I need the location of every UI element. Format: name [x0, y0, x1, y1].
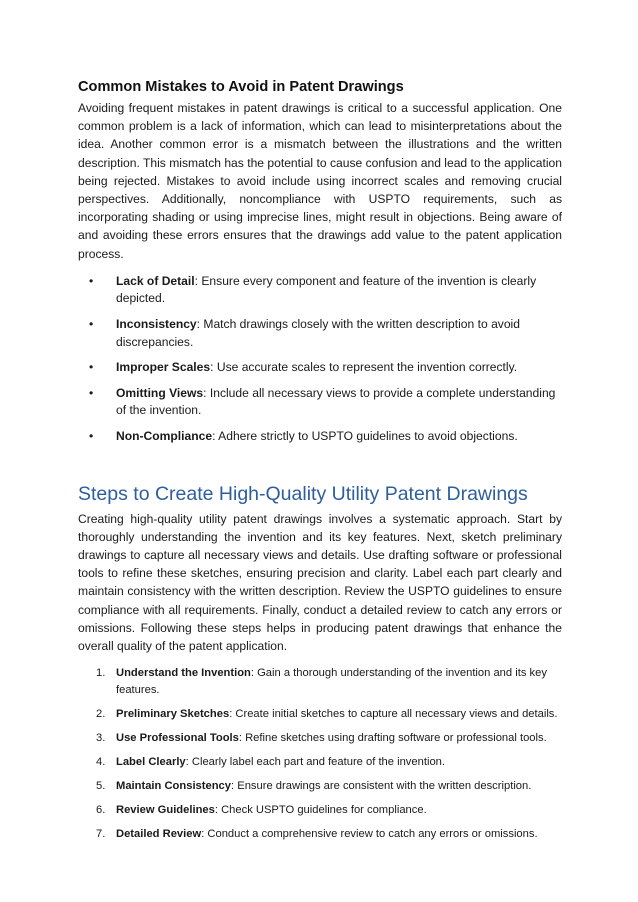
document-page [78, 78, 562, 850]
section-heading-steps: Steps to Create High-Quality Utility Patent Drawings [78, 482, 528, 505]
list-item-term: Improper Scales [116, 360, 211, 375]
list-item-number: 1. [96, 667, 106, 680]
list-item-text: : Gain a thorough understanding of the invention and its key features. [116, 667, 547, 696]
list-item-text: : Ensure every component and feature of the invention is clearly depicted. [116, 273, 537, 306]
list-item-text: : Include all necessary views to provide a complete understanding of the invention. [116, 385, 556, 418]
list-item-number: 4. [96, 755, 106, 768]
list-item-text: : Refine sketches using drafting software or professional tools. [238, 731, 547, 744]
list-item [78, 665, 562, 698]
list-item-text: : Ensure drawings are consistent with the written description. [231, 779, 532, 792]
list-item [78, 385, 562, 420]
bullet-marker: • [89, 273, 94, 288]
bullet-marker: • [89, 385, 94, 400]
list-item [78, 826, 562, 843]
section-paragraph-steps: Creating high-quality utility patent drawings involves a systematic approach. Start by thoroughly understanding the invention and its key features. Next, sketch preliminary drawings to capture all necessary views and details. Use drafting software or professional tools to refine these sketches, ensuring precision and clarity. Label each part clearly and maintain consistency with the written description. Review the USPTO guidelines to ensure compliance with all requirements. Finally, conduct a detailed review to catch any errors or omissions. Following these steps helps in producing patent drawings that enhance the overall quality of the patent application. [78, 511, 562, 653]
list-item-text: : Use accurate scales to represent the invention correctly. [210, 360, 518, 375]
list-item-number: 7. [96, 827, 106, 840]
list-item [78, 730, 562, 747]
list-item [78, 316, 562, 351]
list-item-term: Review Guidelines [116, 803, 215, 816]
list-item-number: 6. [96, 803, 106, 816]
list-item [78, 754, 562, 771]
list-item-text: : Check USPTO guidelines for compliance. [214, 803, 427, 816]
bullet-marker: • [89, 428, 94, 443]
list-item-term: Non-Compliance [116, 428, 213, 443]
list-item-term: Use Professional Tools [116, 731, 239, 744]
list-item-term: Maintain Consistency [116, 779, 232, 792]
list-item [78, 359, 562, 377]
list-item-text: : Match drawings closely with the written description to avoid discrepancies. [116, 317, 520, 349]
list-item-term: Omitting Views [116, 385, 204, 400]
list-item-term: Lack of Detail [116, 273, 195, 288]
list-item-text: : Adhere strictly to USPTO guidelines to avoid objections. [212, 428, 518, 443]
mistakes-bullet-list [78, 273, 562, 446]
list-item [78, 428, 562, 446]
bullet-marker: • [89, 317, 94, 332]
bullet-marker: • [89, 360, 94, 375]
list-item-term: Detailed Review [116, 827, 202, 840]
list-item-term: Inconsistency [116, 317, 197, 332]
list-item-term: Preliminary Sketches [116, 707, 230, 720]
list-item-term: Label Clearly [116, 755, 186, 768]
list-item [78, 802, 562, 819]
list-item [78, 778, 562, 795]
list-item-text: : Clearly label each part and feature of the invention. [185, 755, 445, 768]
list-item-number: 5. [96, 779, 106, 792]
list-item [78, 706, 562, 723]
section-heading-common-mistakes: Common Mistakes to Avoid in Patent Drawings [78, 79, 404, 95]
list-item-number: 3. [96, 731, 106, 744]
section-paragraph-common-mistakes: Avoiding frequent mistakes in patent drawings is critical to a successful application. One common problem is a lack of information, which can lead to misinterpretations about the idea. Another common error is a mismatch between the illustrations and the written description. This mismatch has the potential to cause confusion and lead to the application being rejected. Mistakes to avoid include using incorrect scales and removing crucial perspectives. Additionally, noncompliance with USPTO requirements, such as incorporating shading or using imprecise lines, might result in objections. Being aware of and avoiding these errors ensures that the drawings add value to the patent application process. [78, 101, 562, 261]
list-item-number: 2. [96, 707, 106, 720]
list-item-term: Understand the Invention [116, 667, 251, 680]
steps-numbered-list [78, 665, 562, 842]
list-item-text: : Create initial sketches to capture all necessary views and details. [229, 707, 558, 720]
list-item-text: : Conduct a comprehensive review to catch any errors or omissions. [201, 827, 538, 840]
list-item [78, 273, 562, 308]
